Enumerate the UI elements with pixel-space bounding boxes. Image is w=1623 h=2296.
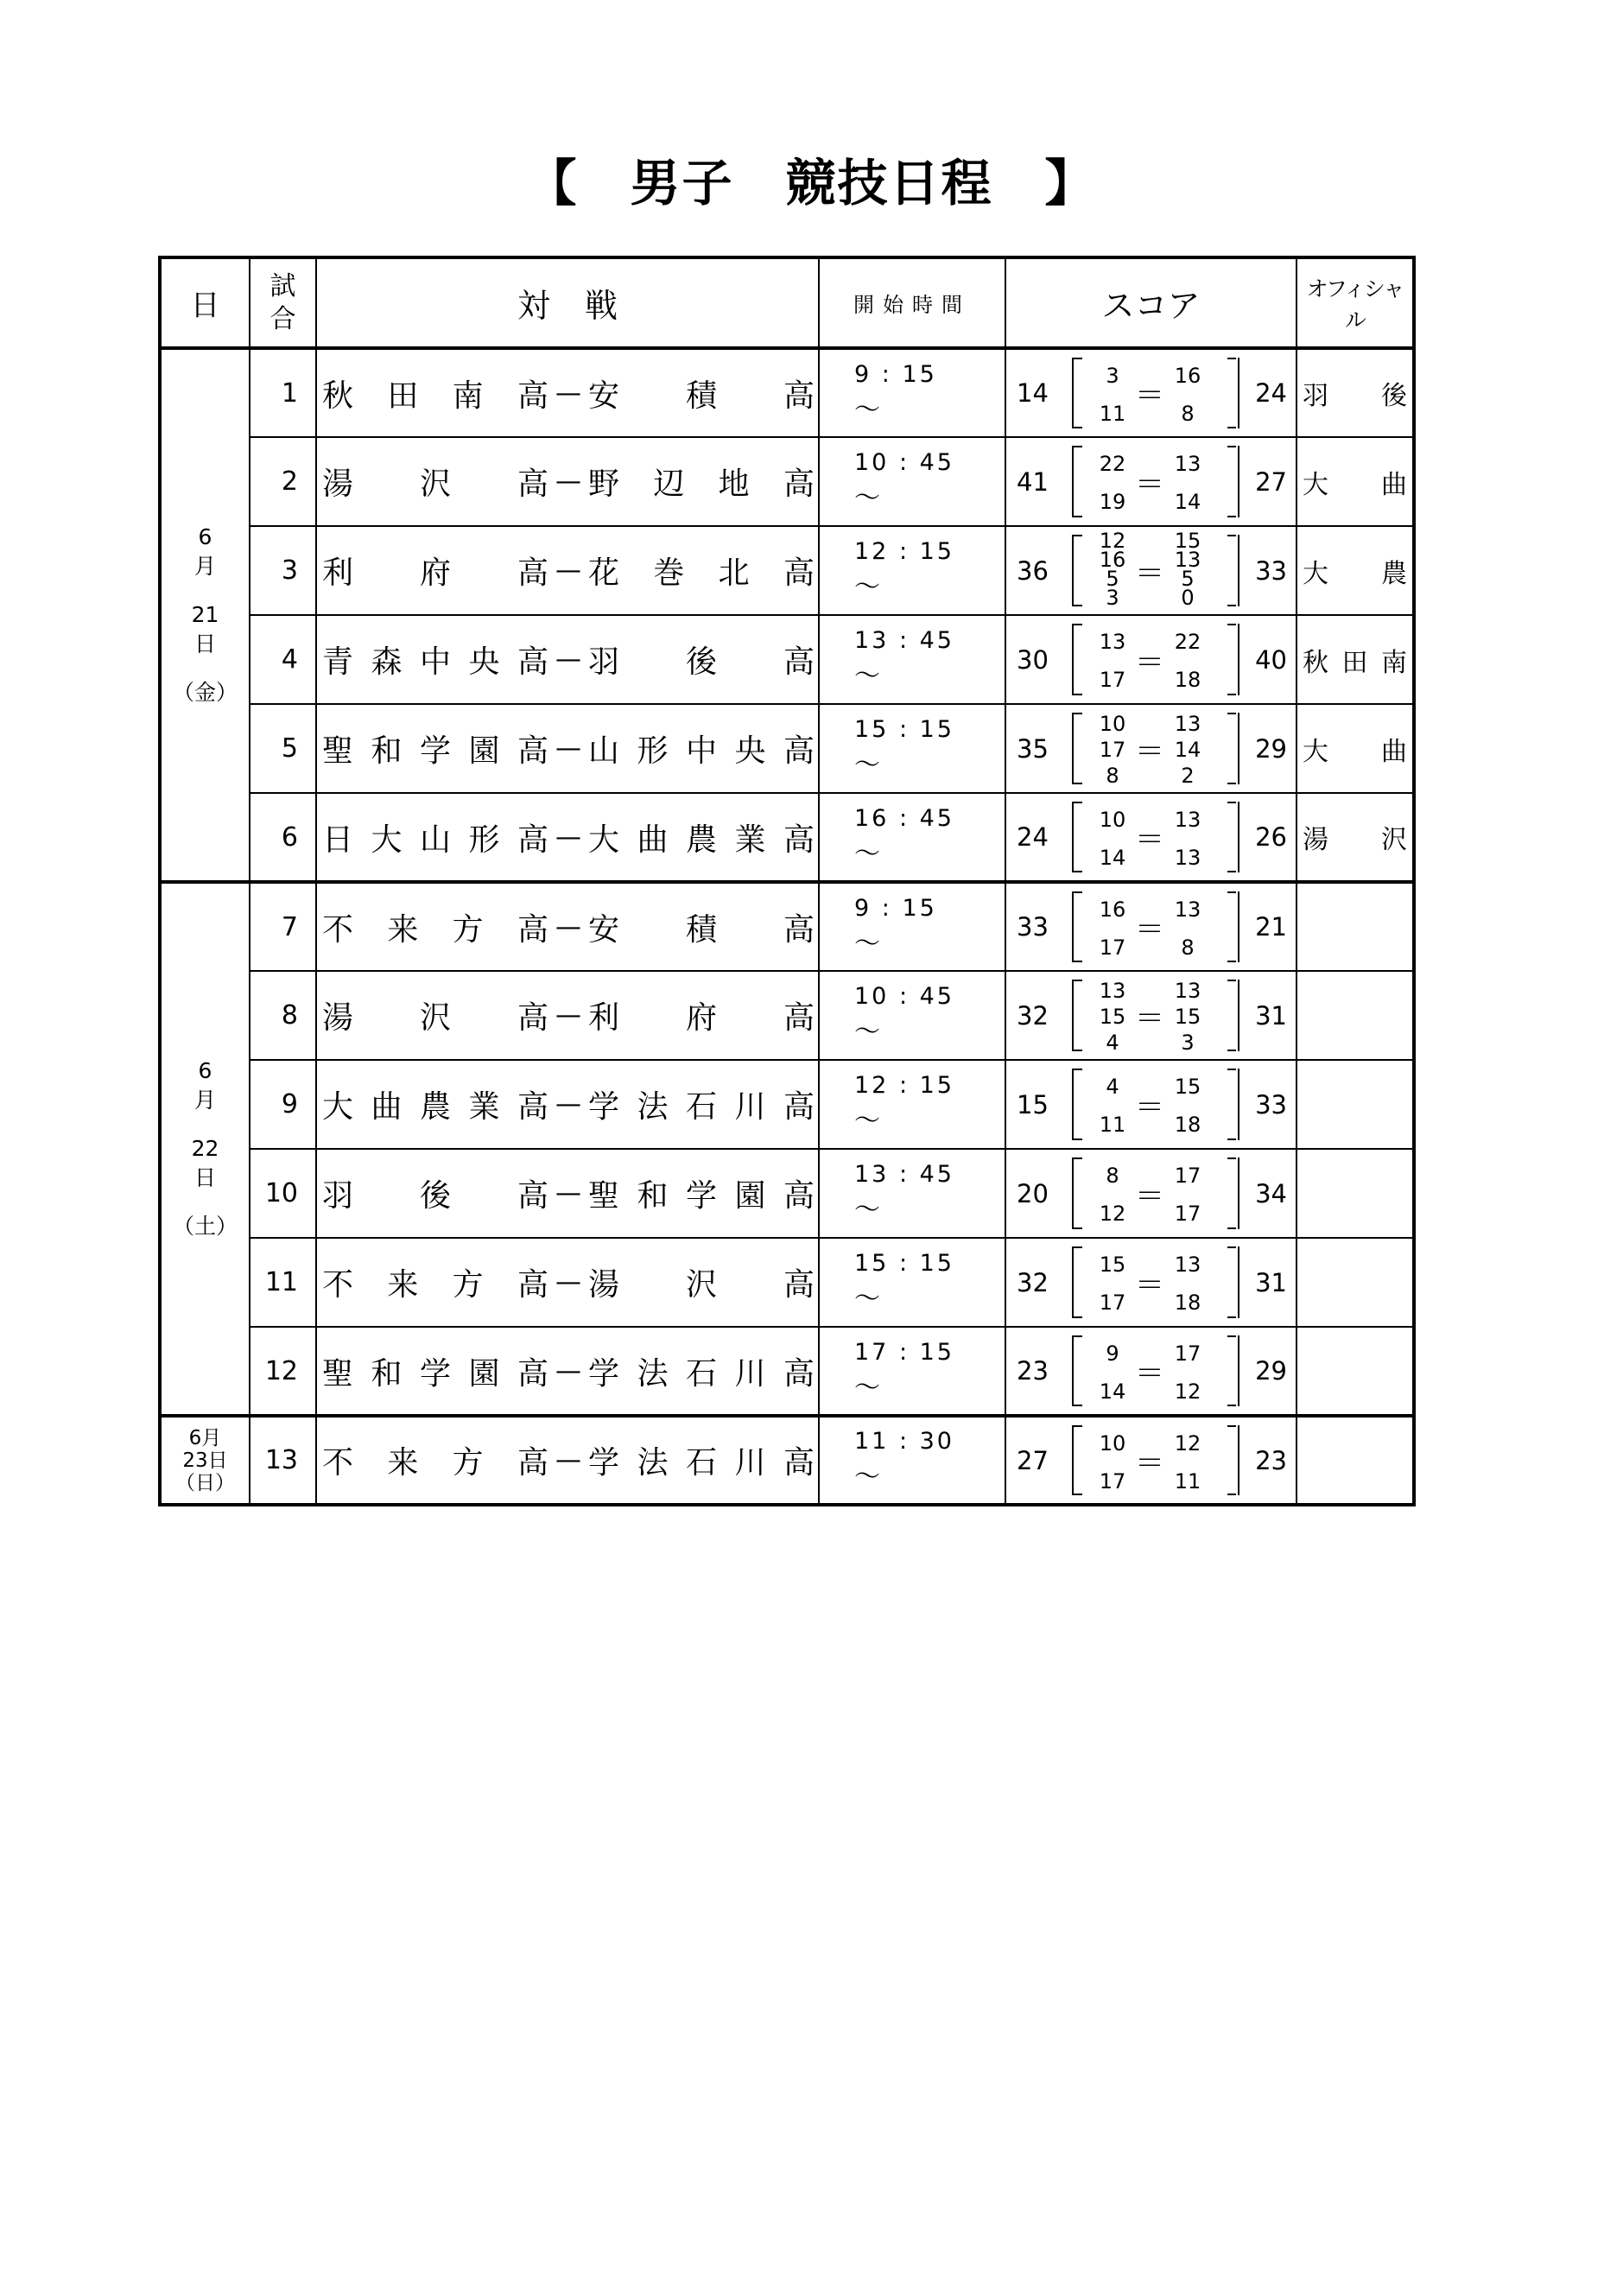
official-cell [1296, 1327, 1414, 1416]
equal-sign: ＝ [1135, 1268, 1164, 1303]
match-cell [316, 615, 819, 704]
table-row [160, 615, 1414, 704]
versus-dash: — [555, 644, 581, 675]
quarter-home-score: 3 [1106, 586, 1119, 610]
home-team: 大 曲 農 業 高 [322, 1089, 548, 1125]
away-total: 31 [1255, 1267, 1287, 1297]
home-total: 15 [1017, 1089, 1049, 1119]
quarter-home-score: 11 [1099, 402, 1126, 426]
versus-dash: — [555, 1089, 581, 1119]
home-total: 24 [1017, 822, 1049, 852]
score-cell [1005, 526, 1296, 615]
table-row [160, 348, 1414, 437]
quarter-away-score: 17 [1174, 1164, 1201, 1188]
day-label-part: 日 [193, 1165, 216, 1190]
quarter-home-score: 10 [1099, 712, 1126, 736]
quarter-away-score: 0 [1181, 586, 1195, 610]
match-cell [316, 348, 819, 437]
quarter-away-score: 15 [1174, 1075, 1201, 1099]
quarter-home-score: 19 [1099, 490, 1126, 514]
quarter-home-score: 15 [1099, 1253, 1126, 1277]
match-cell [316, 704, 819, 793]
home-total: 32 [1017, 1267, 1049, 1297]
quarter-home-score: 17 [1099, 1469, 1126, 1494]
quarter-away-score: 2 [1181, 764, 1195, 788]
tilde: ～ [854, 750, 880, 780]
tilde: ～ [854, 1195, 880, 1225]
home-team: 不 来 方 高 [322, 1445, 548, 1481]
start-time: 15 : 15 [854, 716, 954, 743]
start-time: 11 : 30 [854, 1428, 954, 1455]
quarter-home-score: 10 [1099, 808, 1126, 832]
day-label-part: 月 [193, 554, 216, 579]
versus-dash: — [555, 911, 581, 942]
away-total: 33 [1255, 555, 1287, 586]
day-label-part: 6 [198, 524, 212, 549]
quarter-home-score: 5 [1106, 567, 1119, 591]
versus-dash: — [555, 377, 581, 409]
quarter-away-score: 8 [1181, 936, 1195, 960]
start-time: 9 : 15 [854, 894, 937, 922]
quarter-home-score: 9 [1106, 1341, 1119, 1366]
tilde: ～ [854, 572, 880, 602]
away-team: 学 法 石 川 高 [588, 1089, 815, 1125]
home-total: 32 [1017, 1000, 1049, 1031]
equal-sign: ＝ [1135, 1090, 1164, 1125]
away-total: 29 [1255, 733, 1287, 764]
start-time: 12 : 15 [854, 1072, 954, 1099]
quarter-home-score: 12 [1099, 1202, 1126, 1226]
game-number: 12 [250, 1327, 316, 1416]
start-time: 10 : 45 [854, 983, 954, 1010]
quarter-home-score: 15 [1099, 1005, 1126, 1029]
quarter-away-score: 17 [1174, 1341, 1201, 1366]
quarter-away-score: 13 [1174, 452, 1201, 476]
home-team: 秋 田 南 高 [322, 377, 548, 414]
match-cell [316, 1149, 819, 1238]
away-total: 21 [1255, 912, 1287, 942]
start-time-cell [819, 1060, 1005, 1149]
score-cell [1005, 348, 1296, 437]
equal-sign: ＝ [1135, 378, 1164, 414]
equal-sign: ＝ [1135, 645, 1164, 680]
score-cell [1005, 1327, 1296, 1416]
away-team: 羽 後 高 [588, 644, 815, 680]
quarter-home-score: 8 [1106, 764, 1119, 788]
table-row [160, 1416, 1414, 1505]
score-cell [1005, 882, 1296, 971]
quarter-away-score: 13 [1174, 712, 1201, 736]
versus-dash: — [555, 1355, 581, 1386]
start-time-cell [819, 1416, 1005, 1505]
official-cell [1296, 1149, 1414, 1238]
away-team: 学 法 石 川 高 [588, 1445, 815, 1481]
score-bracket-right [1227, 1335, 1236, 1406]
start-time-cell [819, 704, 1005, 793]
game-number: 10 [250, 1149, 316, 1238]
equal-sign: ＝ [1135, 822, 1164, 858]
header-row [160, 257, 1414, 348]
versus-dash: — [555, 466, 581, 497]
score-cell [1005, 1416, 1296, 1505]
quarter-home-score: 3 [1106, 364, 1119, 388]
quarter-away-score: 22 [1174, 630, 1201, 654]
score-bracket-right [1227, 980, 1236, 1051]
versus-dash: — [555, 1267, 581, 1297]
versus-dash: — [555, 555, 581, 586]
away-team: 大 曲 農 業 高 [588, 821, 815, 858]
quarter-home-score: 17 [1099, 738, 1126, 762]
home-team: 不 来 方 高 [322, 911, 548, 948]
score-cell [1005, 971, 1296, 1060]
score-cell [1005, 1238, 1296, 1327]
start-time-cell [819, 437, 1005, 526]
start-time: 10 : 45 [854, 449, 954, 476]
quarter-home-score: 17 [1099, 936, 1126, 960]
home-total: 35 [1017, 733, 1049, 764]
score-bracket-right [1227, 891, 1236, 962]
quarter-away-score: 11 [1174, 1469, 1201, 1494]
game-number: 11 [250, 1238, 316, 1327]
quarter-away-score: 13 [1174, 846, 1201, 870]
tilde: ～ [854, 1106, 880, 1136]
equal-sign: ＝ [1135, 1179, 1164, 1214]
quarter-away-score: 15 [1174, 1005, 1201, 1029]
start-time: 17 : 15 [854, 1338, 954, 1366]
quarter-away-score: 12 [1174, 1380, 1201, 1404]
start-time: 13 : 45 [854, 1161, 954, 1188]
header-day: 日 [160, 257, 250, 348]
quarter-away-score: 14 [1174, 490, 1201, 514]
start-time-cell [819, 793, 1005, 882]
versus-dash: — [555, 1445, 581, 1475]
start-time-cell [819, 348, 1005, 437]
header-time: 開始時間 [819, 257, 1005, 348]
home-team: 聖 和 学 園 高 [322, 733, 548, 769]
table-row [160, 971, 1414, 1060]
official-cell [1296, 1238, 1414, 1327]
schedule-table [158, 256, 1416, 1506]
score-bracket-right [1227, 535, 1236, 606]
official: 大 曲 [1303, 469, 1407, 500]
tilde: ～ [854, 838, 880, 869]
day-cell [160, 348, 250, 882]
home-team: 不 来 方 高 [322, 1267, 548, 1303]
away-team: 安 積 高 [588, 377, 815, 414]
quarter-away-score: 18 [1174, 1291, 1201, 1315]
quarter-home-score: 13 [1099, 630, 1126, 654]
score-bracket-right [1227, 446, 1236, 517]
away-total: 29 [1255, 1356, 1287, 1386]
away-team: 花 巻 北 高 [588, 555, 815, 591]
official: 湯 沢 [1303, 825, 1407, 855]
quarter-away-score: 16 [1174, 364, 1201, 388]
quarter-home-score: 17 [1099, 1291, 1126, 1315]
tilde: ～ [854, 483, 880, 513]
day-label-part: 日 [193, 631, 216, 656]
day-label-part: 月 [193, 1088, 216, 1113]
official: 羽 後 [1303, 381, 1407, 411]
quarter-away-score: 18 [1174, 1113, 1201, 1137]
score-cell [1005, 1060, 1296, 1149]
home-team: 湯 沢 高 [322, 466, 548, 502]
match-cell [316, 1416, 819, 1505]
game-number: 6 [250, 793, 316, 882]
score-bracket-right [1227, 1069, 1236, 1140]
quarter-away-score: 14 [1174, 738, 1201, 762]
home-team: 利 府 高 [322, 555, 548, 591]
score-bracket-right [1227, 802, 1236, 872]
score-bracket-right [1227, 624, 1236, 695]
away-team: 安 積 高 [588, 911, 815, 948]
away-total: 33 [1255, 1089, 1287, 1119]
away-total: 26 [1255, 822, 1287, 852]
quarter-home-score: 4 [1106, 1031, 1119, 1055]
quarter-home-score: 12 [1099, 529, 1126, 553]
equal-sign: ＝ [1135, 1001, 1164, 1036]
quarter-away-score: 18 [1174, 668, 1201, 692]
home-team: 聖 和 学 園 高 [322, 1355, 548, 1392]
score-cell [1005, 437, 1296, 526]
quarter-away-score: 8 [1181, 402, 1195, 426]
home-team: 青 森 中 央 高 [322, 644, 548, 680]
table-row [160, 1238, 1414, 1327]
away-team: 野 辺 地 高 [588, 466, 815, 502]
quarter-home-score: 14 [1099, 1380, 1126, 1404]
away-total: 24 [1255, 378, 1287, 408]
home-total: 33 [1017, 912, 1049, 942]
official: 秋 田 南 [1303, 647, 1407, 678]
table-row [160, 1060, 1414, 1149]
official: 大 曲 [1303, 736, 1407, 767]
away-team: 利 府 高 [588, 1000, 815, 1036]
table-row [160, 1327, 1414, 1416]
tilde: ～ [854, 1017, 880, 1047]
game-number: 4 [250, 615, 316, 704]
quarter-home-score: 10 [1099, 1431, 1126, 1456]
header-game-line2: 合 [269, 303, 296, 334]
versus-dash: — [555, 1000, 581, 1031]
game-number: 9 [250, 1060, 316, 1149]
quarter-away-score: 5 [1181, 567, 1195, 591]
away-team: 山 形 中 央 高 [588, 733, 815, 769]
quarter-home-score: 13 [1099, 979, 1126, 1003]
score-cell [1005, 793, 1296, 882]
away-total: 34 [1255, 1178, 1287, 1208]
equal-sign: ＝ [1135, 467, 1164, 502]
equal-sign: ＝ [1135, 556, 1164, 591]
start-time-cell [819, 882, 1005, 971]
start-time-cell [819, 971, 1005, 1060]
official-cell [1296, 1060, 1414, 1149]
tilde: ～ [854, 928, 880, 959]
home-team: 羽 後 高 [322, 1178, 548, 1214]
home-total: 20 [1017, 1178, 1049, 1208]
start-time: 9 : 15 [854, 360, 937, 388]
page-title: 【 男子 競技日程 】 [526, 154, 1097, 212]
game-number: 8 [250, 971, 316, 1060]
table-row [160, 526, 1414, 615]
day-label-part: （日） [175, 1471, 235, 1494]
equal-sign: ＝ [1135, 1446, 1164, 1481]
tilde: ～ [854, 1372, 880, 1403]
tilde: ～ [854, 394, 880, 425]
header-official: オフィシャル [1296, 257, 1414, 348]
game-number: 2 [250, 437, 316, 526]
tilde: ～ [854, 1284, 880, 1314]
official-cell [1296, 793, 1414, 882]
versus-dash: — [555, 821, 581, 853]
match-cell [316, 1238, 819, 1327]
start-time: 16 : 45 [854, 804, 954, 832]
equal-sign: ＝ [1135, 1356, 1164, 1392]
start-time-cell [819, 526, 1005, 615]
start-time: 12 : 15 [854, 538, 954, 565]
game-number: 5 [250, 704, 316, 793]
official-cell [1296, 704, 1414, 793]
score-cell [1005, 1149, 1296, 1238]
day-cell [160, 1416, 250, 1505]
home-total: 30 [1017, 644, 1049, 675]
official-cell [1296, 526, 1414, 615]
match-cell [316, 971, 819, 1060]
score-bracket-right [1227, 358, 1236, 428]
table-row [160, 437, 1414, 526]
home-total: 36 [1017, 555, 1049, 586]
home-total: 27 [1017, 1445, 1049, 1475]
quarter-home-score: 14 [1099, 846, 1126, 870]
equal-sign: ＝ [1135, 734, 1164, 769]
quarter-home-score: 17 [1099, 668, 1126, 692]
home-total: 14 [1017, 378, 1049, 408]
versus-dash: — [555, 733, 581, 764]
match-cell [316, 437, 819, 526]
match-cell [316, 526, 819, 615]
official-cell [1296, 615, 1414, 704]
score-bracket-right [1227, 1246, 1236, 1318]
away-total: 23 [1255, 1445, 1287, 1475]
start-time-cell [819, 1149, 1005, 1238]
official: 大 農 [1303, 558, 1407, 589]
score-bracket-right [1227, 713, 1236, 784]
quarter-home-score: 16 [1099, 548, 1126, 572]
day-label-part: （金） [172, 680, 238, 705]
official-cell [1296, 437, 1414, 526]
start-time-cell [819, 1238, 1005, 1327]
header-score: スコア [1005, 257, 1296, 348]
tilde: ～ [854, 661, 880, 691]
start-time-cell [819, 1327, 1005, 1416]
start-time: 15 : 15 [854, 1250, 954, 1277]
game-number: 1 [250, 348, 316, 437]
match-cell [316, 1327, 819, 1416]
score-bracket-right [1227, 1158, 1236, 1229]
away-team: 学 法 石 川 高 [588, 1355, 815, 1392]
away-total: 40 [1255, 644, 1287, 675]
home-total: 23 [1017, 1356, 1049, 1386]
quarter-away-score: 12 [1174, 1431, 1201, 1456]
game-number: 7 [250, 882, 316, 971]
quarter-away-score: 17 [1174, 1202, 1201, 1226]
away-team: 聖 和 学 園 高 [588, 1178, 815, 1214]
day-label-part: 23日 [182, 1449, 228, 1472]
quarter-away-score: 13 [1174, 897, 1201, 922]
day-label-part: 21 [191, 602, 219, 627]
header-match: 対戦 [316, 257, 819, 348]
quarter-away-score: 13 [1174, 548, 1201, 572]
home-team: 湯 沢 高 [322, 1000, 548, 1036]
quarter-away-score: 15 [1174, 529, 1201, 553]
day-label-part: （土） [172, 1214, 238, 1239]
tilde: ～ [854, 1462, 880, 1492]
table-row [160, 1149, 1414, 1238]
start-time: 13 : 45 [854, 627, 954, 654]
home-team: 日 大 山 形 高 [322, 821, 548, 858]
score-cell [1005, 704, 1296, 793]
away-total: 31 [1255, 1000, 1287, 1031]
quarter-away-score: 13 [1174, 979, 1201, 1003]
quarter-home-score: 11 [1099, 1113, 1126, 1137]
game-number: 13 [250, 1416, 316, 1505]
score-cell [1005, 615, 1296, 704]
versus-dash: — [555, 1178, 581, 1208]
day-label-part: 6月 [188, 1426, 222, 1449]
match-cell [316, 793, 819, 882]
quarter-home-score: 22 [1099, 452, 1126, 476]
match-cell [316, 882, 819, 971]
official-cell [1296, 348, 1414, 437]
quarter-home-score: 16 [1099, 897, 1126, 922]
table-row [160, 704, 1414, 793]
table-row [160, 793, 1414, 882]
score-bracket-right [1227, 1425, 1236, 1495]
quarter-away-score: 13 [1174, 808, 1201, 832]
match-cell [316, 1060, 819, 1149]
home-total: 41 [1017, 466, 1049, 497]
table-row [160, 882, 1414, 971]
official-cell [1296, 971, 1414, 1060]
quarter-home-score: 8 [1106, 1164, 1119, 1188]
header-game-line1: 試 [269, 270, 296, 301]
quarter-away-score: 3 [1181, 1031, 1195, 1055]
official-cell [1296, 1416, 1414, 1505]
game-number: 3 [250, 526, 316, 615]
day-cell [160, 882, 250, 1416]
start-time-cell [819, 615, 1005, 704]
away-total: 27 [1255, 466, 1287, 497]
official-cell [1296, 882, 1414, 971]
equal-sign: ＝ [1135, 912, 1164, 948]
quarter-home-score: 4 [1106, 1075, 1119, 1099]
away-team: 湯 沢 高 [588, 1267, 815, 1303]
day-label-part: 6 [198, 1058, 212, 1083]
day-label-part: 22 [191, 1136, 219, 1161]
quarter-away-score: 13 [1174, 1253, 1201, 1277]
header-game [250, 257, 316, 348]
